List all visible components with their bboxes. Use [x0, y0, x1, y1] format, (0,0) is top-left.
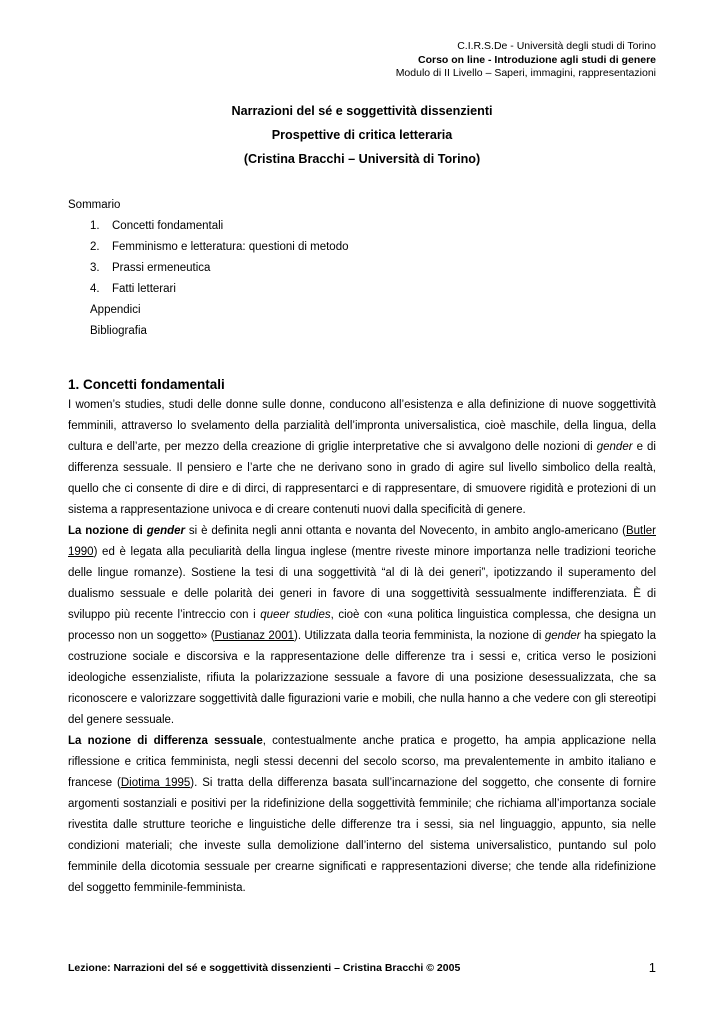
term-queer-studies: queer studies [260, 608, 331, 621]
citation-link-butler[interactable]: Butler 1990 [68, 524, 656, 558]
paragraph-lead [68, 525, 185, 537]
section-heading: 1. Concetti fondamentali [68, 376, 225, 392]
header-module: Modulo di II Livello – Saperi, immagini, rappresentazioni [395, 67, 656, 79]
text-run: I women’s studies, studi delle donne sulle donne, conducono all’esistenza e alla definizione di nuove soggettività femminili, attraverso lo svelamento della parzialità dell’impronta universalistica, cioè maschile, della lingua, della cultura e dell’arte, per mezzo della creazione di griglie interpretative che si avvalgono delle nozioni di [68, 398, 656, 453]
text-run: ) ed è legata alla peculiarità della lingua inglese (mentre riveste minore importanza nelle tradizioni teoriche delle lingue romanze). Sostiene la tesi di una soggettività “al di là dei generi”, ipotizzando il superamento del dualismo sessuale e delle polarità dei generi in favore di una soggettività sessualmente indifferenziata. È di sviluppo più recente l’intreccio con i [68, 545, 656, 621]
term-gender: gender [596, 440, 633, 453]
page-footer [68, 962, 656, 974]
toc-item-label: Concetti fondamentali [112, 219, 224, 232]
term-gender: gender [544, 629, 581, 642]
toc-appendix: Appendici [90, 303, 141, 316]
text-run: e di differenza sessuale. Il pensiero e l’arte che ne derivano sono in grado di agire sul livello simbolico della realtà, quello che ci consente di dire e di dirci, di rappresentarci e di rappresentare, di smuovere rigidità e protezioni di un sistema a rappresentazione univoca e di creare contenuti nuovi dalla specificità di genere. [68, 440, 656, 516]
toc-item-number: 3. [90, 261, 100, 274]
paragraph-2 [68, 521, 656, 731]
header-institution: C.I.R.S.De - Università degli studi di Torino [457, 40, 656, 52]
toc-list [68, 216, 656, 300]
toc-heading: Sommario [68, 198, 121, 211]
toc-item [68, 258, 656, 279]
table-of-contents [68, 195, 656, 342]
toc-item [68, 279, 656, 300]
document-title [68, 99, 656, 171]
title-line-1: Narrazioni del sé e soggettività dissenzienti [231, 103, 493, 118]
toc-item-label: Femminismo e letteratura: questioni di metodo [112, 240, 349, 253]
title-line-2: Prospettive di critica letteraria [271, 127, 453, 142]
text-run: , cioè con «una politica linguistica complessa, che designa un processo non un soggetto» ( [68, 608, 657, 642]
term-gender: gender [146, 524, 186, 537]
toc-item-number: 4. [90, 282, 100, 295]
text-run: , contestualmente anche pratica e progetto, ha ampia applicazione nella riflessione e critica femminista, negli stessi decenni del secolo scorso, ma prevalentemente in ambito italiano e francese ( [68, 734, 656, 789]
toc-item [68, 216, 656, 237]
text-run: ). Utilizzata dalla teoria femminista, la nozione di [294, 629, 545, 642]
citation-link-pustianaz[interactable]: Pustianaz 2001 [214, 629, 295, 642]
citation-link-diotima[interactable]: Diotima 1995 [120, 776, 191, 789]
toc-item [68, 237, 656, 258]
title-line-3: (Cristina Bracchi – Università di Torino) [243, 151, 481, 166]
text-run: si è definita negli anni ottanta e novanta del Novecento, in ambito anglo-americano ( [185, 524, 626, 537]
toc-item-label: Prassi ermeneutica [112, 261, 211, 274]
toc-item-number: 2. [90, 240, 100, 253]
toc-item-number: 1. [90, 219, 100, 232]
running-header [68, 40, 656, 81]
header-course: Corso on line - Introduzione agli studi di genere [417, 53, 656, 66]
toc-item-label: Fatti letterari [112, 282, 176, 295]
paragraph-lead: La nozione di differenza sessuale [68, 734, 263, 747]
paragraph-3 [68, 731, 656, 899]
page-number: 1 [648, 960, 656, 975]
footer-text: Lezione: Narrazioni del sé e soggettività dissenzienti – Cristina Bracchi © 2005 [68, 962, 461, 974]
toc-bibliography: Bibliografia [90, 324, 147, 337]
text-run: ). Si tratta della differenza basata sull’incarnazione del soggetto, che consente di fornire argomenti sostanziali e positivi per la ridefinizione della soggettività femminile; che richiama all’importanza sociale rivestita dalle strutture teoriche e linguistiche delle differenze tra i sessi, sia nel linguaggio, appunto, sia nelle condizioni materiali; che investe sulla demolizione dall’interno del sistema universalistico, puntando sul polo femminile della dicotomia sessuale per crearne significati e rappresentazioni diverse; che tende alla ridefinizione del soggetto femminile-femminista. [68, 776, 656, 894]
paragraph-1 [68, 395, 656, 521]
text-run: ha spiegato la costruzione sociale e discorsiva e la rappresentazione delle differenze tra i sessi e, critica verso le posizioni ideologiche essenzialiste, rifiuta la polarizzazione sessuale a favore di una posizione desessualizzata, che sa riconoscere e valorizzare soggettività dalle figurazioni varie e mobili, che nulla hanno a che vedere con gli stereotipi del genere sessuale. [68, 629, 656, 726]
page [68, 40, 656, 899]
text-run: La nozione di [68, 524, 147, 537]
